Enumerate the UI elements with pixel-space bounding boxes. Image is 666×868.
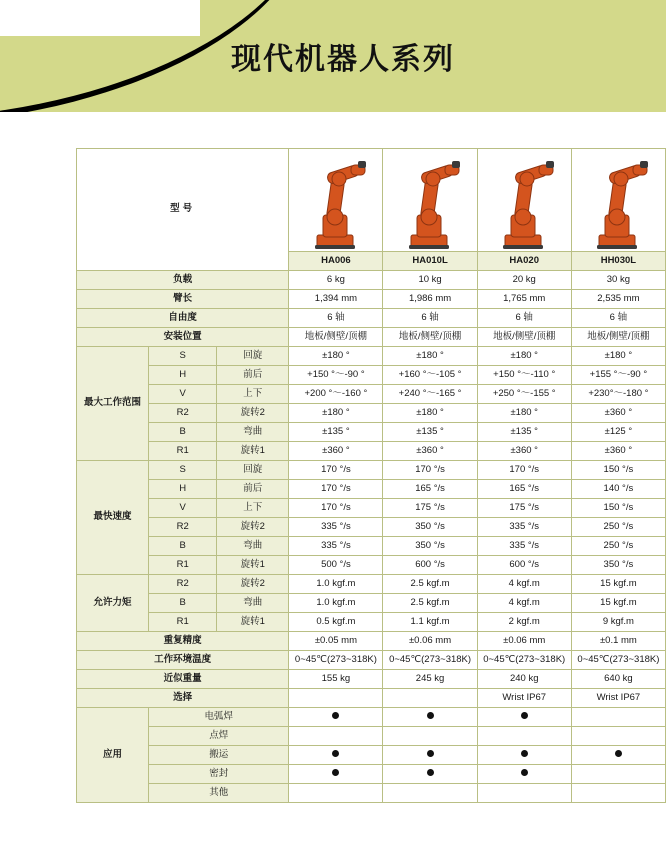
- motion-label: 旋转1: [217, 613, 289, 632]
- application-mark: [289, 727, 383, 746]
- check-dot-icon: [332, 712, 339, 719]
- cell-value: 165 °/s: [477, 480, 571, 499]
- cell-value: +150 °～-90 °: [289, 366, 383, 385]
- check-dot-icon: [615, 750, 622, 757]
- application-mark: [477, 746, 571, 765]
- table-row: [77, 290, 666, 309]
- cell-value: +200 °～-160 °: [289, 385, 383, 404]
- cell-value: ±135 °: [383, 423, 477, 442]
- cell-value: 1,765 mm: [477, 290, 571, 309]
- cell-value: 6 轴: [477, 309, 571, 328]
- cell-value: ±180 °: [289, 347, 383, 366]
- cell-value: 150 °/s: [571, 461, 665, 480]
- cell-value: 1,394 mm: [289, 290, 383, 309]
- row-label-选择: 选择: [77, 689, 289, 708]
- motion-label: 旋转2: [217, 404, 289, 423]
- table-row: [77, 613, 666, 632]
- robot-image-cell-0: [289, 149, 383, 252]
- robot-image-cell-1: [383, 149, 477, 252]
- motion-label: 旋转1: [217, 556, 289, 575]
- table-row: [77, 309, 666, 328]
- motion-label: 弯曲: [217, 594, 289, 613]
- cell-value: 4 kgf.m: [477, 575, 571, 594]
- axis-label: S: [149, 461, 217, 480]
- application-mark: [383, 727, 477, 746]
- spec-table: [76, 148, 666, 803]
- axis-label: R1: [149, 613, 217, 632]
- header-banner: [0, 0, 666, 112]
- cell-value: 地板/侧壁/顶棚: [383, 328, 477, 347]
- cell-value: 350 °/s: [383, 537, 477, 556]
- application-mark: [289, 784, 383, 803]
- check-dot-icon: [521, 712, 528, 719]
- robot-image-cell-2: [477, 149, 571, 252]
- cell-value: ±360 °: [477, 442, 571, 461]
- application-label-密封: 密封: [149, 765, 289, 784]
- cell-value: 15 kgf.m: [571, 575, 665, 594]
- cell-value: 170 °/s: [289, 480, 383, 499]
- cell-value: ±360 °: [571, 442, 665, 461]
- table-row: [77, 480, 666, 499]
- motion-label: 前后: [217, 366, 289, 385]
- cell-value: 600 °/s: [383, 556, 477, 575]
- axis-label: B: [149, 537, 217, 556]
- application-mark: [571, 727, 665, 746]
- application-mark: [477, 784, 571, 803]
- cell-value: 140 °/s: [571, 480, 665, 499]
- cell-value: ±360 °: [383, 442, 477, 461]
- application-mark: [571, 746, 665, 765]
- cell-value: 1.1 kgf.m: [383, 613, 477, 632]
- cell-value: 4 kgf.m: [477, 594, 571, 613]
- motion-label: 弯曲: [217, 537, 289, 556]
- cell-value: 0~45℃(273~318K): [571, 651, 665, 670]
- cell-value: 150 °/s: [571, 499, 665, 518]
- axis-label: H: [149, 480, 217, 499]
- table-row: [77, 442, 666, 461]
- cell-value: +250 °～-155 °: [477, 385, 571, 404]
- cell-value: [289, 689, 383, 708]
- check-dot-icon: [521, 750, 528, 757]
- cell-value: +155 °～-90 °: [571, 366, 665, 385]
- cell-value: 9 kgf.m: [571, 613, 665, 632]
- check-dot-icon: [427, 712, 434, 719]
- cell-value: 240 kg: [477, 670, 571, 689]
- group-label-最快速度: 最快速度: [77, 461, 149, 575]
- table-row: [77, 149, 666, 252]
- motion-label: 弯曲: [217, 423, 289, 442]
- cell-value: 600 °/s: [477, 556, 571, 575]
- cell-value: 250 °/s: [571, 537, 665, 556]
- industrial-robot-arm-icon: [299, 149, 373, 251]
- cell-value: ±180 °: [383, 347, 477, 366]
- axis-label: R1: [149, 442, 217, 461]
- row-label-臂长: 臂长: [77, 290, 289, 309]
- motion-label: 旋转2: [217, 575, 289, 594]
- cell-value: 335 °/s: [289, 518, 383, 537]
- cell-value: 30 kg: [571, 271, 665, 290]
- model-name-HA020: HA020: [477, 252, 571, 271]
- cell-value: 640 kg: [571, 670, 665, 689]
- row-label-安装位置: 安装位置: [77, 328, 289, 347]
- application-mark: [383, 708, 477, 727]
- industrial-robot-arm-icon: [487, 149, 561, 251]
- cell-value: ±0.05 mm: [289, 632, 383, 651]
- table-row: [77, 461, 666, 480]
- axis-label: H: [149, 366, 217, 385]
- axis-label: B: [149, 423, 217, 442]
- table-row: [77, 556, 666, 575]
- group-label-application: 应用: [77, 708, 149, 803]
- table-row: [77, 271, 666, 290]
- application-mark: [383, 765, 477, 784]
- cell-value: 335 °/s: [477, 537, 571, 556]
- check-dot-icon: [332, 750, 339, 757]
- row-label-近似重量: 近似重量: [77, 670, 289, 689]
- table-row: [77, 689, 666, 708]
- axis-label: B: [149, 594, 217, 613]
- table-row: [77, 784, 666, 803]
- cell-value: ±0.06 mm: [477, 632, 571, 651]
- cell-value: ±180 °: [477, 347, 571, 366]
- cell-value: +230°～-180 °: [571, 385, 665, 404]
- table-row: [77, 366, 666, 385]
- cell-value: ±125 °: [571, 423, 665, 442]
- motion-label: 旋转2: [217, 518, 289, 537]
- cell-value: 2.5 kgf.m: [383, 594, 477, 613]
- cell-value: 地板/侧壁/顶棚: [571, 328, 665, 347]
- row-label-负载: 负载: [77, 271, 289, 290]
- cell-value: ±135 °: [289, 423, 383, 442]
- cell-value: 170 °/s: [477, 461, 571, 480]
- cell-value: 10 kg: [383, 271, 477, 290]
- cell-value: 1.0 kgf.m: [289, 594, 383, 613]
- cell-value: 6 轴: [289, 309, 383, 328]
- model-name-HA010L: HA010L: [383, 252, 477, 271]
- table-row: [77, 347, 666, 366]
- cell-value: 335 °/s: [477, 518, 571, 537]
- application-mark: [571, 784, 665, 803]
- check-dot-icon: [427, 769, 434, 776]
- application-mark: [477, 708, 571, 727]
- application-mark: [289, 708, 383, 727]
- model-name-HA006: HA006: [289, 252, 383, 271]
- application-mark: [383, 784, 477, 803]
- cell-value: 350 °/s: [383, 518, 477, 537]
- table-row: [77, 575, 666, 594]
- cell-value: 地板/侧壁/顶棚: [289, 328, 383, 347]
- cell-value: 170 °/s: [383, 461, 477, 480]
- table-row: [77, 632, 666, 651]
- check-dot-icon: [427, 750, 434, 757]
- motion-label: 回旋: [217, 461, 289, 480]
- cell-value: 165 °/s: [383, 480, 477, 499]
- motion-label: 上下: [217, 385, 289, 404]
- model-name-HH030L: HH030L: [571, 252, 665, 271]
- table-row: [77, 423, 666, 442]
- cell-value: 170 °/s: [289, 499, 383, 518]
- cell-value: 500 °/s: [289, 556, 383, 575]
- cell-value: Wrist IP67: [477, 689, 571, 708]
- table-row: [77, 385, 666, 404]
- axis-label: R1: [149, 556, 217, 575]
- application-label-其他: 其他: [149, 784, 289, 803]
- application-mark: [477, 765, 571, 784]
- cell-value: 0~45℃(273~318K): [289, 651, 383, 670]
- axis-label: S: [149, 347, 217, 366]
- spec-table-body: [77, 149, 666, 803]
- axis-label: V: [149, 385, 217, 404]
- table-row: [77, 651, 666, 670]
- axis-label: R2: [149, 518, 217, 537]
- model-header-cell: 型号: [77, 149, 289, 271]
- cell-value: 250 °/s: [571, 518, 665, 537]
- cell-value: 175 °/s: [383, 499, 477, 518]
- application-label-电弧焊: 电弧焊: [149, 708, 289, 727]
- cell-value: 6 轴: [571, 309, 665, 328]
- motion-label: 旋转1: [217, 442, 289, 461]
- check-dot-icon: [332, 769, 339, 776]
- cell-value: ±360 °: [571, 404, 665, 423]
- motion-label: 上下: [217, 499, 289, 518]
- cell-value: 335 °/s: [289, 537, 383, 556]
- industrial-robot-arm-icon: [393, 149, 467, 251]
- cell-value: 地板/侧壁/顶棚: [477, 328, 571, 347]
- application-label-点焊: 点焊: [149, 727, 289, 746]
- table-row: [77, 670, 666, 689]
- cell-value: 175 °/s: [477, 499, 571, 518]
- cell-value: 2 kgf.m: [477, 613, 571, 632]
- table-row: [77, 708, 666, 727]
- application-mark: [571, 765, 665, 784]
- industrial-robot-arm-icon: [581, 149, 655, 251]
- robot-image-cell-3: [571, 149, 665, 252]
- axis-label: R2: [149, 575, 217, 594]
- cell-value: 155 kg: [289, 670, 383, 689]
- table-row: [77, 328, 666, 347]
- axis-label: R2: [149, 404, 217, 423]
- motion-label: 回旋: [217, 347, 289, 366]
- cell-value: 0~45℃(273~318K): [477, 651, 571, 670]
- group-label-最大工作范围: 最大工作范围: [77, 347, 149, 461]
- cell-value: ±0.06 mm: [383, 632, 477, 651]
- cell-value: ±180 °: [477, 404, 571, 423]
- cell-value: 170 °/s: [289, 461, 383, 480]
- cell-value: Wrist IP67: [571, 689, 665, 708]
- page-title: 现代机器人系列: [231, 43, 455, 76]
- table-row: [77, 727, 666, 746]
- cell-value: ±180 °: [383, 404, 477, 423]
- row-label-重复精度: 重复精度: [77, 632, 289, 651]
- table-row: [77, 746, 666, 765]
- cell-value: +240 °～-165 °: [383, 385, 477, 404]
- table-row: [77, 765, 666, 784]
- row-label-自由度: 自由度: [77, 309, 289, 328]
- application-mark: [571, 708, 665, 727]
- check-dot-icon: [521, 769, 528, 776]
- cell-value: [383, 689, 477, 708]
- table-row: [77, 594, 666, 613]
- cell-value: 1.0 kgf.m: [289, 575, 383, 594]
- cell-value: +150 °～-110 °: [477, 366, 571, 385]
- application-mark: [289, 765, 383, 784]
- cell-value: 0~45℃(273~318K): [383, 651, 477, 670]
- cell-value: 245 kg: [383, 670, 477, 689]
- cell-value: 6 kg: [289, 271, 383, 290]
- cell-value: 2,535 mm: [571, 290, 665, 309]
- table-row: [77, 404, 666, 423]
- row-label-工作环境温度: 工作环境温度: [77, 651, 289, 670]
- cell-value: 15 kgf.m: [571, 594, 665, 613]
- spec-table-wrapper: [76, 148, 666, 803]
- axis-label: V: [149, 499, 217, 518]
- cell-value: ±0.1 mm: [571, 632, 665, 651]
- cell-value: 350 °/s: [571, 556, 665, 575]
- cell-value: ±135 °: [477, 423, 571, 442]
- application-mark: [383, 746, 477, 765]
- cell-value: ±180 °: [289, 404, 383, 423]
- cell-value: 0.5 kgf.m: [289, 613, 383, 632]
- application-mark: [477, 727, 571, 746]
- cell-value: 2.5 kgf.m: [383, 575, 477, 594]
- table-row: [77, 537, 666, 556]
- motion-label: 前后: [217, 480, 289, 499]
- cell-value: ±360 °: [289, 442, 383, 461]
- cell-value: ±180 °: [571, 347, 665, 366]
- application-mark: [289, 746, 383, 765]
- cell-value: 6 轴: [383, 309, 477, 328]
- group-label-允许力矩: 允许力矩: [77, 575, 149, 632]
- table-row: [77, 499, 666, 518]
- cell-value: 20 kg: [477, 271, 571, 290]
- cell-value: 1,986 mm: [383, 290, 477, 309]
- table-row: [77, 518, 666, 537]
- application-label-搬运: 搬运: [149, 746, 289, 765]
- cell-value: +160 °～-105 °: [383, 366, 477, 385]
